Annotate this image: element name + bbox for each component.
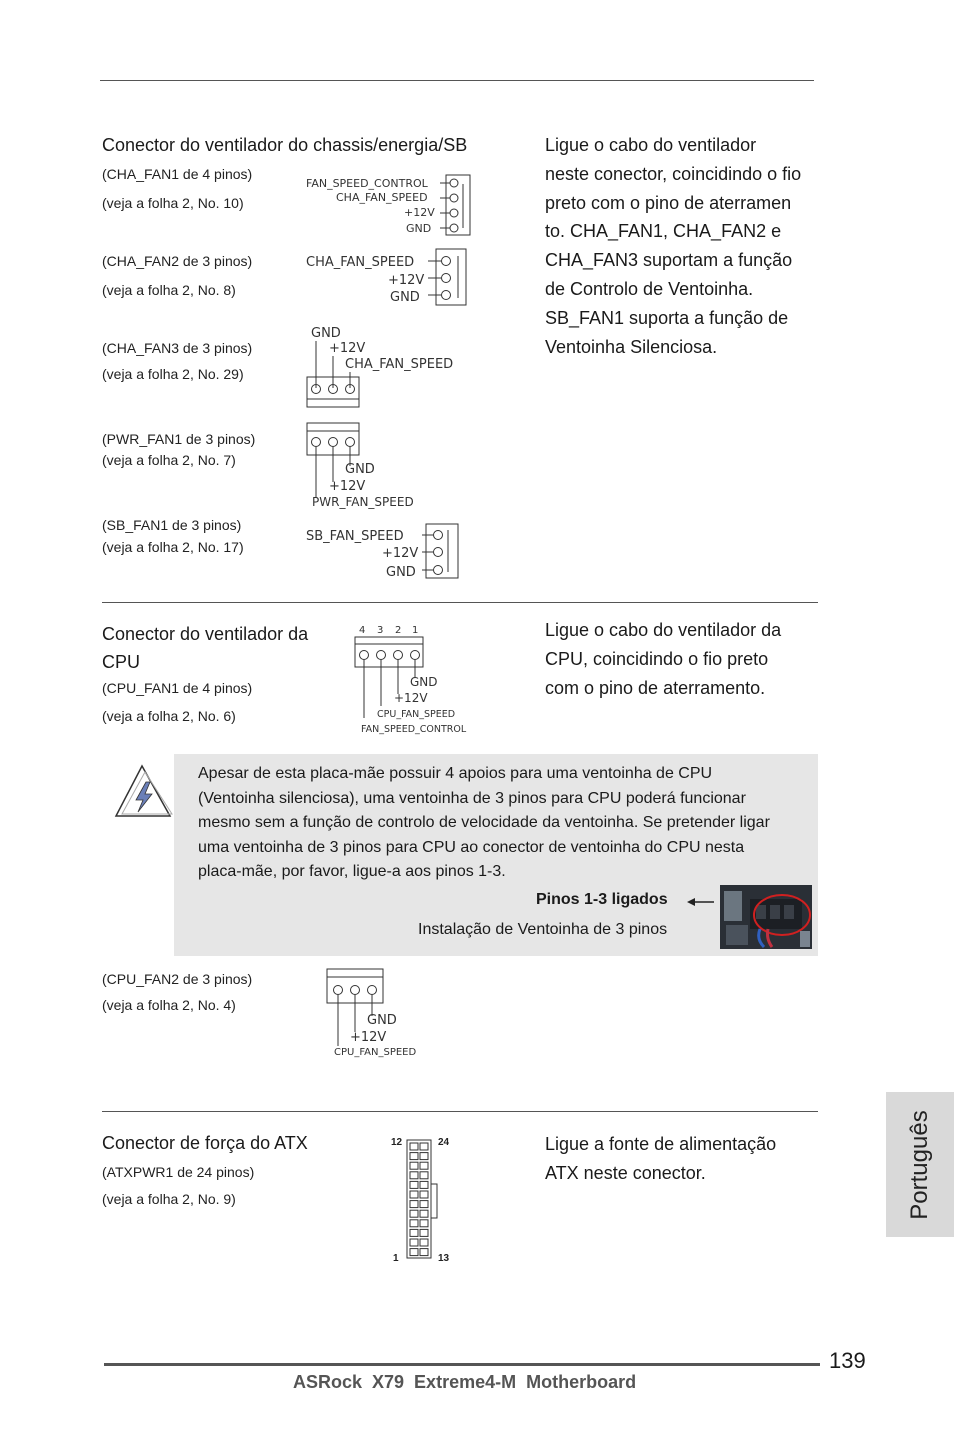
cpu-fan2-diagram xyxy=(322,966,442,1060)
sb-fan1-ref: (veja a folha 2, No. 17) xyxy=(102,539,244,555)
pwr-fan1-ref: (veja a folha 2, No. 7) xyxy=(102,452,236,468)
cha-fan1-pin-label: CHA_FAN_SPEED xyxy=(336,191,428,204)
pins-connected-label: Pinos 1-3 ligados xyxy=(536,891,668,908)
cha-fan2-name: (CHA_FAN2 de 3 pinos) xyxy=(102,253,253,269)
atx-pin xyxy=(420,1220,428,1227)
atx-pin xyxy=(420,1172,428,1179)
cpu-fan2-name: (CPU_FAN2 de 3 pinos) xyxy=(102,971,253,987)
note-text: Apesar de esta placa-mãe possuir 4 apoios para uma ventoinha de CPU (Ventoinha silenciosa), uma ventoinha de 3 pinos para CPU poderá funcionar mesmo sem a função de controlo de velocidade da ventoinha. Se pretender ligar uma ventoinha de 3 pinos para CPU ao conector de ventoinha do CPU nesta placa-mãe, por favor, ligue-a aos pinos 1-3. xyxy=(198,765,770,880)
atx-pin xyxy=(410,1239,418,1246)
language-tab xyxy=(886,1092,954,1237)
cha-fan3-pin-label: +12V xyxy=(329,341,366,356)
atx-pin xyxy=(420,1153,428,1160)
pwr-fan1-pin-label: +12V xyxy=(329,479,366,494)
atx-pin xyxy=(410,1153,418,1160)
sb-fan1-pin-label: GND xyxy=(386,565,416,580)
pwr-fan1-pin-label: PWR_FAN_SPEED xyxy=(312,495,414,509)
section-rule xyxy=(102,1111,818,1112)
cpu-section-title: Conector do ventilador da CPU xyxy=(102,624,309,672)
cha-fan2-pin-label: CHA_FAN_SPEED xyxy=(306,255,415,270)
atx-pin xyxy=(410,1172,418,1179)
cpu-pin-label: CPU_FAN_SPEED xyxy=(377,709,456,720)
cha-fan2-ref: (veja a folha 2, No. 8) xyxy=(102,282,236,298)
cha-fan1-pin-label: +12V xyxy=(404,206,435,219)
sb-fan1-pin-label: +12V xyxy=(382,546,419,561)
cha-fan2-diagram xyxy=(300,246,480,308)
pwr-fan1-pin-label: GND xyxy=(345,462,375,477)
cha-fan2-pin-label: +12V xyxy=(388,273,425,288)
arrow-left-icon xyxy=(686,895,716,909)
cpu-fan1-name: (CPU_FAN1 de 4 pinos) xyxy=(102,680,253,696)
atx-description: Ligue a fonte de alimentação ATX neste conector. xyxy=(545,1134,777,1183)
atx-pin xyxy=(410,1201,418,1208)
cpu-fan2-pin-label: +12V xyxy=(350,1030,387,1045)
atx-pin xyxy=(410,1210,418,1217)
cpu-pin-label: FAN_SPEED_CONTROL xyxy=(361,724,467,735)
installation-label: Instalação de Ventoinha de 3 pinos xyxy=(418,921,668,938)
chassis-description: Ligue o cabo do ventilador neste conector, coincidindo o fio preto com o pino de aterramen to. CHA_FAN1, CHA_FAN2 e CHA_FAN3 suportam a função de Controlo de Ventoinha. SB_FAN1 suporta a função de Ventoinha Silenciosa. xyxy=(545,135,802,357)
atx-connector-diagram xyxy=(385,1132,465,1266)
pwr-fan1-diagram xyxy=(300,420,480,512)
cha-fan3-ref: (veja a folha 2, No. 29) xyxy=(102,366,244,382)
atx-pin xyxy=(410,1181,418,1188)
atx-pin xyxy=(420,1143,428,1150)
atx-pin xyxy=(420,1229,428,1236)
atx-pin-label: 13 xyxy=(438,1253,450,1264)
cha-fan1-ref: (veja a folha 2, No. 10) xyxy=(102,195,244,211)
cpu-fan1-ref: (veja a folha 2, No. 6) xyxy=(102,708,236,724)
cpu-description: Ligue o cabo do ventilador da CPU, coincidindo o fio preto com o pino de aterramento. xyxy=(545,620,782,698)
section-rule xyxy=(102,602,818,603)
atx-pin xyxy=(420,1201,428,1208)
atx-pin xyxy=(410,1191,418,1198)
warning-icon xyxy=(110,762,176,822)
cha-fan3-pin-label: CHA_FAN_SPEED xyxy=(345,357,454,372)
cha-fan1-diagram xyxy=(300,170,480,238)
atx-pin xyxy=(410,1249,418,1256)
cha-fan3-pin-label: GND xyxy=(311,326,341,341)
cha-fan3-diagram xyxy=(300,322,480,412)
atx-ref: (veja a folha 2, No. 9) xyxy=(102,1191,236,1207)
atx-pin xyxy=(420,1239,428,1246)
cpu-fan2-pin-label: GND xyxy=(367,1013,397,1028)
footer-title: ASRock X79 Extreme4-M Motherboard xyxy=(293,1372,637,1392)
atx-pin xyxy=(420,1162,428,1169)
atx-pin xyxy=(410,1220,418,1227)
footer-rule xyxy=(104,1363,820,1366)
sb-fan1-name: (SB_FAN1 de 3 pinos) xyxy=(102,517,242,533)
chassis-section-title: Conector do ventilador do chassis/energia/SB xyxy=(102,135,468,155)
atx-pin xyxy=(410,1162,418,1169)
atx-pin xyxy=(420,1181,428,1188)
atx-pin-label: 24 xyxy=(438,1137,450,1148)
cpu-pin-number: 2 xyxy=(395,625,402,636)
cha-fan1-pin-label: FAN_SPEED_CONTROL xyxy=(306,177,428,190)
fan-installation-photo xyxy=(720,885,812,949)
atx-pin xyxy=(420,1191,428,1198)
pwr-fan1-name: (PWR_FAN1 de 3 pinos) xyxy=(102,431,256,447)
cha-fan1-pin-label: GND xyxy=(406,222,432,235)
cpu-pin-number: 3 xyxy=(377,625,384,636)
atx-pin xyxy=(410,1229,418,1236)
sb-fan1-pin-label: SB_FAN_SPEED xyxy=(306,529,404,544)
cpu-fan2-ref: (veja a folha 2, No. 4) xyxy=(102,997,236,1013)
cpu-pin-number: 1 xyxy=(412,625,419,636)
cpu-fan2-pin-label: CPU_FAN_SPEED xyxy=(334,1047,417,1058)
language-tab-label: Português xyxy=(906,1109,933,1220)
atx-pin-label: 12 xyxy=(391,1137,403,1148)
sb-fan1-diagram xyxy=(300,520,480,582)
atx-name: (ATXPWR1 de 24 pinos) xyxy=(102,1164,255,1180)
cpu-pin-label: GND xyxy=(410,675,438,689)
cpu-pin-number: 4 xyxy=(359,625,366,636)
page-number: 139 xyxy=(829,1348,866,1373)
atx-pin-label: 1 xyxy=(393,1253,399,1264)
atx-pin xyxy=(420,1249,428,1256)
cha-fan1-name: (CHA_FAN1 de 4 pinos) xyxy=(102,166,253,182)
cpu-fan1-diagram xyxy=(350,622,490,736)
atx-pin xyxy=(410,1143,418,1150)
cha-fan2-pin-label: GND xyxy=(390,290,420,305)
atx-section-title: Conector de força do ATX xyxy=(102,1133,308,1153)
cha-fan3-name: (CHA_FAN3 de 3 pinos) xyxy=(102,340,253,356)
top-rule xyxy=(100,80,814,81)
atx-pin xyxy=(420,1210,428,1217)
cpu-pin-label: +12V xyxy=(394,691,428,705)
